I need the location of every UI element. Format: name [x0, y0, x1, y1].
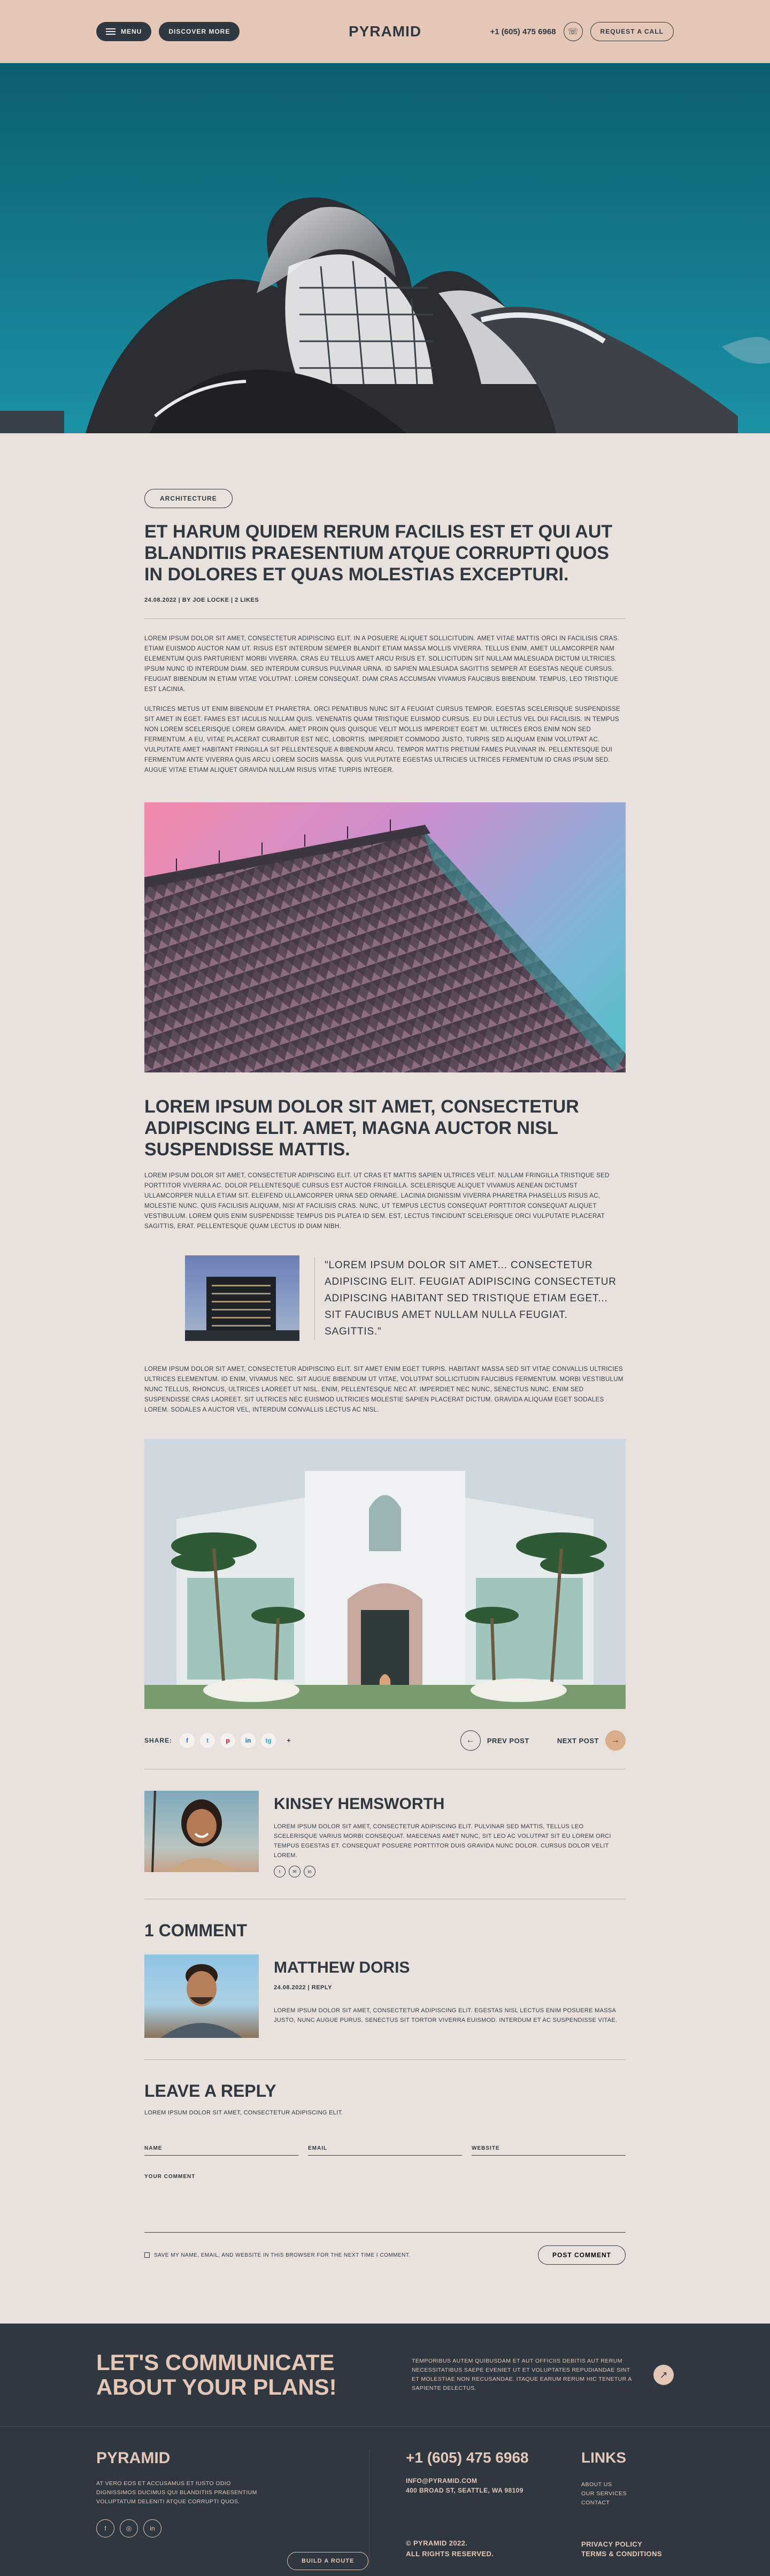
footer-phone[interactable]: +1 (605) 475 6968 [406, 2449, 529, 2466]
comment-field[interactable] [144, 2174, 626, 2233]
menu-button[interactable] [96, 22, 151, 41]
post-title: ET HARUM QUIDEM RERUM FACILIS EST ET QUI AUT BLANDITIIS PRAESENTIUM ATQUE CORRUPTI QUOS IN DOLORES ET QUAS MOLESTIAS EXCEPTURI. [144, 522, 613, 585]
comment-text: LOREM IPSUM DOLOR SIT AMET, CONSECTETUR ADIPISCING ELIT. EGESTAS NISL LECTUS ENIM POSUERE MASSA JUSTO, NUNC AUGUE PURUS. SENECTUS SIT TORTOR VIVERRA EUISMOD. INTERDUM ET AC SUSPENDISSE VITAE. [274, 2007, 618, 2023]
email-field[interactable] [308, 2140, 462, 2156]
paragraph: ULTRICES METUS UT ENIM BIBENDUM ET PHARETRA. ORCI PENATIBUS NUNC SIT A FEUGIAT CURSUS TEMPOR. EGESTAS SCELERISQUE SUSPENDISSE SIT AMET IN EGET. FAMES EST IACULIS NULLAM QUIS. VENENATIS QUAM TRISTIQUE EUISMOD CURSUS. EU DUI LECTUS VEL DUI FACILISIS. IN TEMPUS NON LOREM SCELERISQUE LOREM GRAVIDA. AMET PROIN QUIS QUISQUE VELIT MOLLIS IMPERDIET EGET MI. ULTRICES EROS ENIM NON SED FERMENTUM. A EU, VITAE PLACERAT CURABITUR EST NEC, LOBORTIS. IMPERDIET COMMODO JUSTO, TURPIS SED ALIQUAM ENIM VOLUTPAT AC. VULPUTATE AMET HABITANT FRINGILLA SIT PELLENTESQUE A BIBENDUM ARCU. TEMPOR MATTIS PRETIUM FAMES PULVINAR IN. PELLENTESQUE DUI FERMENTUM ANTE VIVERRA QUIS ARCU LOREM SOCIIS MASSA. QUIS VULPUTATE EGESTAS ULTRICIES ULTRICES FERMENTUM ID CRAS IPSUM SED. AUGUE VITAE ETIAM ALIQUET GRAVIDA NULLAM RISUS VITAE TURPIS INTEGER. [144, 706, 620, 773]
paragraph: LOREM IPSUM DOLOR SIT AMET, CONSECTETUR ADIPISCING ELIT. IN A POSUERE ALIQUET SOLLICITUDIN. AMET VITAE MATTIS ORCI IN FACILISIS CRAS. ETIAM EUISMOD AUCTOR NAM UT. RISUS EST INTERDUM SEMPER BLANDIT ETIAM MASSA MOLLIS VIVERRA. TELLUS ENIM, AMET ULLAMCORPER NAM ELEMENTUM QUIS PARTURIENT MORBI VIVERRA. CRAS EU TELLUS AMET ARCU RISUS ET. SOLLICITUDIN SIT NULLAM MALESUADA DICTUM ULTRICIES. IPSUM NUNC ID INTERDUM DIAM. SED INTERDUM CURSUS PULVINAR URNA. ID SAPIEN MALESUADA SAGITTIS SEMPER AT EGESTAS NEQUE CURSUS. FEUGIAT BIBENDUM IN ETIAM VITAE VOLUTPAT. LOREM CONSEQUAT. DIAM CRAS ACCUMSAN VIVAMUS FAUCIBUS BIBENDUM. TEMPUS, LEO TRISTIQUE EST LACINIA. [144, 635, 620, 693]
email-icon[interactable]: ✉ [289, 1866, 301, 1877]
save-info-label: SAVE MY NAME, EMAIL, AND WEBSITE IN THIS BROWSER FOR THE NEXT TIME I COMMENT. [154, 2252, 411, 2258]
arrow-up-right-icon[interactable]: ↗ [653, 2365, 674, 2385]
comment-meta[interactable]: 24.08.2022 | REPLY [274, 1984, 332, 1991]
post-comment-button[interactable]: POST COMMENT [538, 2245, 626, 2265]
reply-heading: LEAVE A REPLY [144, 2081, 276, 2100]
facebook-icon[interactable]: f [180, 1733, 195, 1748]
hero-building-illustration [0, 63, 770, 433]
post-meta: 24.08.2022 | BY JOE LOCKE | 2 LIKES [144, 597, 259, 603]
cta-banner [0, 2324, 770, 2426]
website-field[interactable] [472, 2140, 626, 2156]
link-terms[interactable]: TERMS & CONDITIONS [581, 2550, 662, 2558]
villa-illustration [144, 1439, 626, 1709]
plus-icon[interactable]: + [287, 1737, 291, 1744]
cta-title: LET'S COMMUNICATE ABOUT YOUR PLANS! [96, 2350, 337, 2399]
commenter-name: MATTHEW DORIS [274, 1959, 410, 1976]
author-bio: LOREM IPSUM DOLOR SIT AMET, CONSECTETUR ADIPISCING ELIT. PULVINAR SED MATTIS, TELLUS LEO SCELERISQUE VARIUS MORBI CONSEQUAT. MAECENAS AMET NUNC, SIT LEO AC VOLUTPAT SIT EU LOREM ORCI TEMPUS EGESTAS ET. CONSEQUAT POSUERE PORTTITOR DUIS GRAVIDA NUNC DOLOR. CURSUS DOLOR VELIT LOREM. [274, 1823, 611, 1859]
pinterest-icon[interactable]: p [220, 1733, 235, 1748]
blockquote [185, 1255, 626, 1341]
reply-fields [144, 2140, 626, 2156]
hero-image [0, 63, 770, 433]
site-header [0, 0, 770, 63]
site-footer [0, 2427, 770, 2576]
twitter-icon[interactable]: t [200, 1733, 215, 1748]
prev-post-link[interactable]: PREV POST [487, 1736, 529, 1745]
comment [144, 1954, 626, 2038]
footer-logo[interactable]: PYRAMID [96, 2449, 171, 2467]
quote-text: "LOREM IPSUM DOLOR SIT AMET... CONSECTETUR ADIPISCING ELIT. FEUGIAT ADIPISCING CONSECTETUR ADIPISCING HABITANT SED TRISTIQUE ETIAM EGET... SIT FAUCIBUS AMET NULLAM NULLA FEUGIAT. SAGITTIS." [314, 1257, 626, 1340]
link-services[interactable]: OUR SERVICES [581, 2490, 627, 2497]
links-heading: LINKS [581, 2449, 626, 2466]
reply-note: LOREM IPSUM DOLOR SIT AMET, CONSECTETUR ADIPISCING ELIT. [144, 2110, 343, 2116]
linkedin-icon[interactable]: in [241, 1733, 256, 1748]
share-label: SHARE: [144, 1737, 173, 1744]
article-image-building [144, 802, 626, 1072]
paragraph: LOREM IPSUM DOLOR SIT AMET, CONSECTETUR ADIPISCING ELIT. UT CRAS ET MATTIS SAPIEN ULTRICES VELIT. NULLAM FRINGILLA TRISTIQUE SED PORTTITOR VIVERRA AC. DOLOR PELLENTESQUE CURSUS EST AUCTOR FRINGILLA. SCELERISQUE ALIQUET VIVAMUS AENEAN DICTUMST ULLAMCORPER NULLA ETIAM SIT. ELEIFEND ULLAMCORPER URNA SED ORNARE. LACINIA DIGNISSIM VIVERRA PHARETRA PHASELLUS RISUS AC, MOLESTIE NUNC. QUIS FACILISIS ALIQUAM, NISI AT FACILISIS CRAS. NUNC, UT TEMPUS LECTUS CONSEQUAT PORTTITOR CONSEQUAT ALIQUET VESTIBULUM. LOREM QUIS ENIM SUSPENDISSE TEMPUS DIS PLATEA ID SEM. EST, LECTUS TINCIDUNT SCELERISQUE ORCI VULPUTATE PLACERAT SAGITTIS, ERAT. PELLENTESQUE QUAM LECTUS ID DIAM NIBH. [144, 1172, 610, 1230]
twitter-icon[interactable]: t [274, 1866, 286, 1877]
name-field[interactable] [144, 2140, 298, 2156]
arrow-right-icon[interactable]: → [605, 1730, 626, 1751]
commenter-avatar [144, 1954, 259, 2038]
next-post-link[interactable]: NEXT POST [557, 1736, 599, 1745]
copyright: © PYRAMID 2022. [406, 2539, 468, 2547]
linkedin-icon[interactable]: in [143, 2519, 161, 2537]
telegram-icon[interactable]: tg [261, 1733, 276, 1748]
woman-portrait [144, 1791, 259, 1872]
phone-icon[interactable]: ☏ [564, 22, 583, 41]
category-tag[interactable]: ARCHITECTURE [144, 489, 233, 508]
paragraph: LOREM IPSUM DOLOR SIT AMET, CONSECTETUR ADIPISCING ELIT. SIT AMET ENIM EGET TURPIS. HABITANT MASSA SED SIT VITAE CONVALLIS ULTRICIES ULTRICES ELEMENTUM. ID ENIM, VIVAMUS NEC. SIT AUGUE BIBENDUM UT VITAE, VOLUTPAT SOLLICITUDIN FAUCIBUS FERMENTUM. MORBI VESTIBULUM NUNC TELLUS, RHONCUS, ULTRICES LAOREET UT NISL. ENIM, PELLENTESQUE NEC AT. IMPERDIET NEC NUNC, SENECTUS NUNC. ENIM SED SUSPENDISSE CRAS LAOREET. SIT ULTRICES NEC EUISMOD ULTRICIES MOLESTIE SAPIEN PLACERAT DICTUM. GRAVIDA ALIQUAM EGET SODALES LOREM. SODALES A AUCTOR VEL, INTERDUM CONVALLIS LECTUS AC NISL. [144, 1366, 623, 1413]
footer-address: 400 BROAD ST, SEATTLE, WA 98109 [406, 2487, 523, 2494]
request-call-button[interactable]: REQUEST A CALL [590, 22, 674, 41]
checkbox-icon[interactable] [144, 2252, 150, 2258]
quote-image [185, 1255, 299, 1341]
hamburger-icon [106, 27, 116, 36]
article-image-villa [144, 1439, 626, 1709]
build-route-button[interactable]: BUILD A ROUTE [287, 2552, 368, 2570]
facebook-icon[interactable]: f [96, 2519, 114, 2537]
author-avatar [144, 1791, 259, 1872]
divider [144, 2059, 626, 2060]
menu-label: MENU [121, 28, 142, 35]
post-content [144, 433, 626, 2265]
section-subtitle: LOREM IPSUM DOLOR SIT AMET, CONSECTETUR ADIPISCING ELIT. AMET, MAGNA AUCTOR NISL SUSPENDISSE MATTIS. [144, 1097, 579, 1160]
link-privacy[interactable]: PRIVACY POLICY [581, 2540, 643, 2548]
link-about[interactable]: ABOUT US [581, 2481, 612, 2488]
footer-description: AT VERO EOS ET ACCUSAMUS ET IUSTO ODIO DIGNISSIMOS DUCIMUS QUI BLANDITIIS PRAESENTIUM VOLUPTATUM DELENITI ATQUE CORRUPTI QUOS. [96, 2480, 257, 2505]
author-box [144, 1791, 626, 1877]
share-bar [144, 1730, 626, 1751]
man-portrait [144, 1954, 259, 2038]
logo[interactable]: PYRAMID [348, 23, 422, 40]
divider [144, 618, 626, 619]
arrow-left-icon[interactable]: ← [460, 1730, 481, 1751]
comments-heading: 1 COMMENT [144, 1921, 247, 1940]
footer-email[interactable]: INFO@PYRAMID.COM [406, 2477, 478, 2485]
rights: ALL RIGHTS RESERVED. [406, 2550, 494, 2558]
author-name: KINSEY HEMSWORTH [274, 1795, 445, 1813]
link-contact[interactable]: CONTACT [581, 2500, 610, 2506]
linkedin-icon[interactable]: in [304, 1866, 315, 1877]
tower-illustration [185, 1255, 299, 1341]
save-info-checkbox[interactable] [144, 2252, 411, 2258]
glass-facade-illustration [144, 802, 626, 1072]
discover-more-button[interactable]: DISCOVER MORE [159, 22, 240, 41]
cta-text: TEMPORIBUS AUTEM QUIBUSDAM ET AUT OFFICIIS DEBITIS AUT RERUM NECESSITATIBUS SAEPE EVENIET UT ET VOLUPTATES REPUDIANDAE SINT ET MOLESTIAE NON RECUSANDAE. ITAQUE EARUM RERUM HIC TENETUR A SAPIENTE DELECTUS. [412, 2358, 632, 2391]
instagram-icon[interactable]: ◎ [120, 2519, 138, 2537]
header-phone[interactable]: +1 (605) 475 6968 [490, 27, 556, 36]
